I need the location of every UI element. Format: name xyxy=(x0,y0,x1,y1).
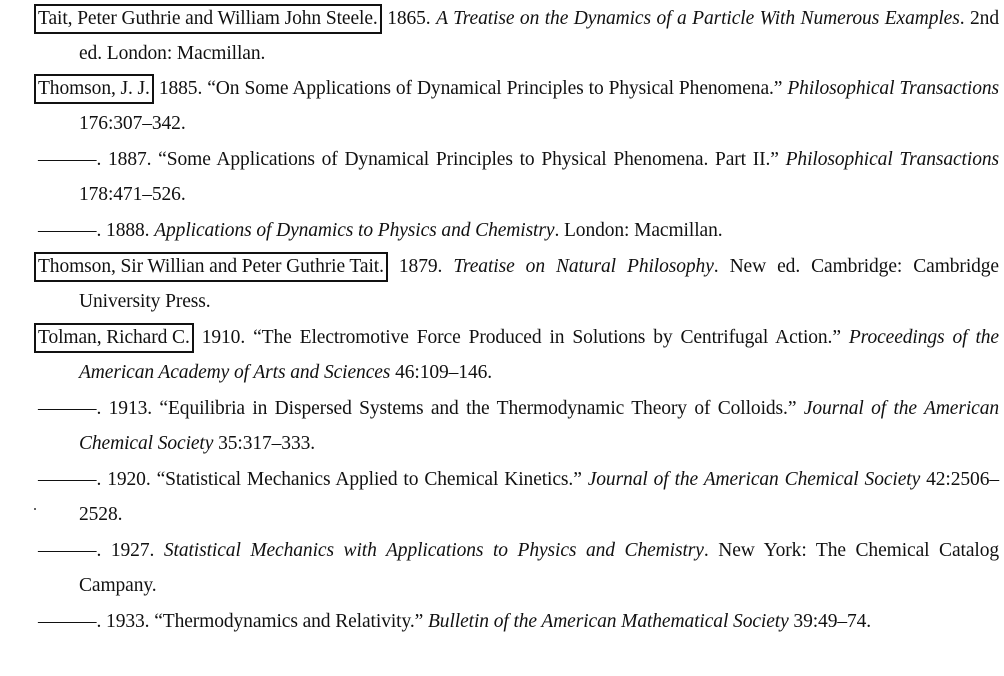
entry-article-title: “Some Applications of Dynamical Principles to Physical Phenomena. Part II.” xyxy=(158,149,786,170)
entry-year: . 1933. xyxy=(96,611,155,632)
entry-title: Philosophical Transactions xyxy=(785,149,999,170)
scan-speck xyxy=(34,508,36,510)
repeat-author-dash: ——— xyxy=(38,469,97,490)
entry-publication: . New ed. Cambridge: Cambridge University Press. xyxy=(79,256,999,313)
entry-year: . 1887. xyxy=(96,149,159,170)
bib-entry xyxy=(38,71,999,142)
repeat-author-dash: ——— xyxy=(38,220,97,241)
entry-publication: 178:471–526. xyxy=(79,184,186,206)
entry-title: Philosophical Transactions xyxy=(787,78,999,99)
entry-title: Journal of the American Chemical Society xyxy=(79,398,1000,455)
entry-year: . 1927. xyxy=(96,540,164,561)
entry-title: Statistical Mechanics with Applications to Physics and Chemistry xyxy=(163,540,704,561)
entry-year: 1865. xyxy=(381,8,437,29)
entry-title: Proceedings of the American Academy of Arts and Sciences xyxy=(79,327,999,384)
entry-article-title: “Statistical Mechanics Applied to Chemical Kinetics.” xyxy=(156,469,588,490)
entry-year: 1910. xyxy=(193,327,254,348)
entry-year: . 1888. xyxy=(96,220,155,241)
entry-author: Tolman, Richard C. xyxy=(38,327,190,348)
entry-publication: . New York: The Chemical Catalog Campany. xyxy=(79,540,1000,597)
entry-title: A Treatise on the Dynamics of a Particle With Numerous Examples xyxy=(436,8,960,29)
entry-year: . 1913. xyxy=(96,398,160,419)
entry-publication: 42:2506–2528. xyxy=(79,469,999,526)
entry-article-title: “Equilibria in Dispersed Systems and the Thermodynamic Theory of Colloids.” xyxy=(159,398,804,419)
bib-entry xyxy=(38,391,999,462)
entry-title: Journal of the American Chemical Society xyxy=(587,469,921,490)
author-box xyxy=(34,74,154,104)
bib-entry xyxy=(38,213,999,248)
entry-publication: 35:317–333. xyxy=(213,433,316,455)
bib-entry xyxy=(38,462,999,533)
entry-publication: . London: Macmillan. xyxy=(554,220,723,241)
bib-entry xyxy=(38,1,999,72)
author-box xyxy=(34,252,388,282)
entry-publication: . 2nd ed. London: Macmillan. xyxy=(79,8,999,65)
bib-entry xyxy=(38,142,999,213)
repeat-author-dash: ——— xyxy=(38,398,97,419)
entry-title: Applications of Dynamics to Physics and Chemistry xyxy=(154,220,555,241)
entry-author: Tait, Peter Guthrie and William John Steele. xyxy=(38,8,378,29)
entry-article-title: “Thermodynamics and Relativity.” xyxy=(154,611,428,632)
entry-year: . 1920. xyxy=(96,469,157,490)
entry-title: Bulletin of the American Mathematical Society xyxy=(427,611,789,632)
author-box xyxy=(34,323,194,353)
repeat-author-dash: ——— xyxy=(38,540,97,561)
entry-publication: 39:49–74. xyxy=(788,611,872,632)
bib-entry xyxy=(38,249,999,320)
entry-article-title: “On Some Applications of Dynamical Principles to Physical Phenomena.” xyxy=(207,78,788,99)
entry-publication: 176:307–342. xyxy=(79,113,186,135)
entry-author: Thomson, Sir Willian and Peter Guthrie Tait. xyxy=(38,256,384,277)
repeat-author-dash: ——— xyxy=(38,611,97,632)
entry-author: Thomson, J. J. xyxy=(38,78,150,99)
entry-year: 1885. xyxy=(153,78,208,99)
entry-year: 1879. xyxy=(387,256,454,277)
bib-entry xyxy=(38,320,999,391)
entry-article-title: “The Electromotive Force Produced in Solutions by Centrifugal Action.” xyxy=(253,327,849,348)
bib-entry xyxy=(38,604,999,639)
entry-publication: 46:109–146. xyxy=(390,362,493,384)
repeat-author-dash: ——— xyxy=(38,149,97,170)
bib-entry xyxy=(38,533,999,604)
author-box xyxy=(34,4,382,34)
entry-title: Treatise on Natural Philosophy xyxy=(453,256,714,277)
